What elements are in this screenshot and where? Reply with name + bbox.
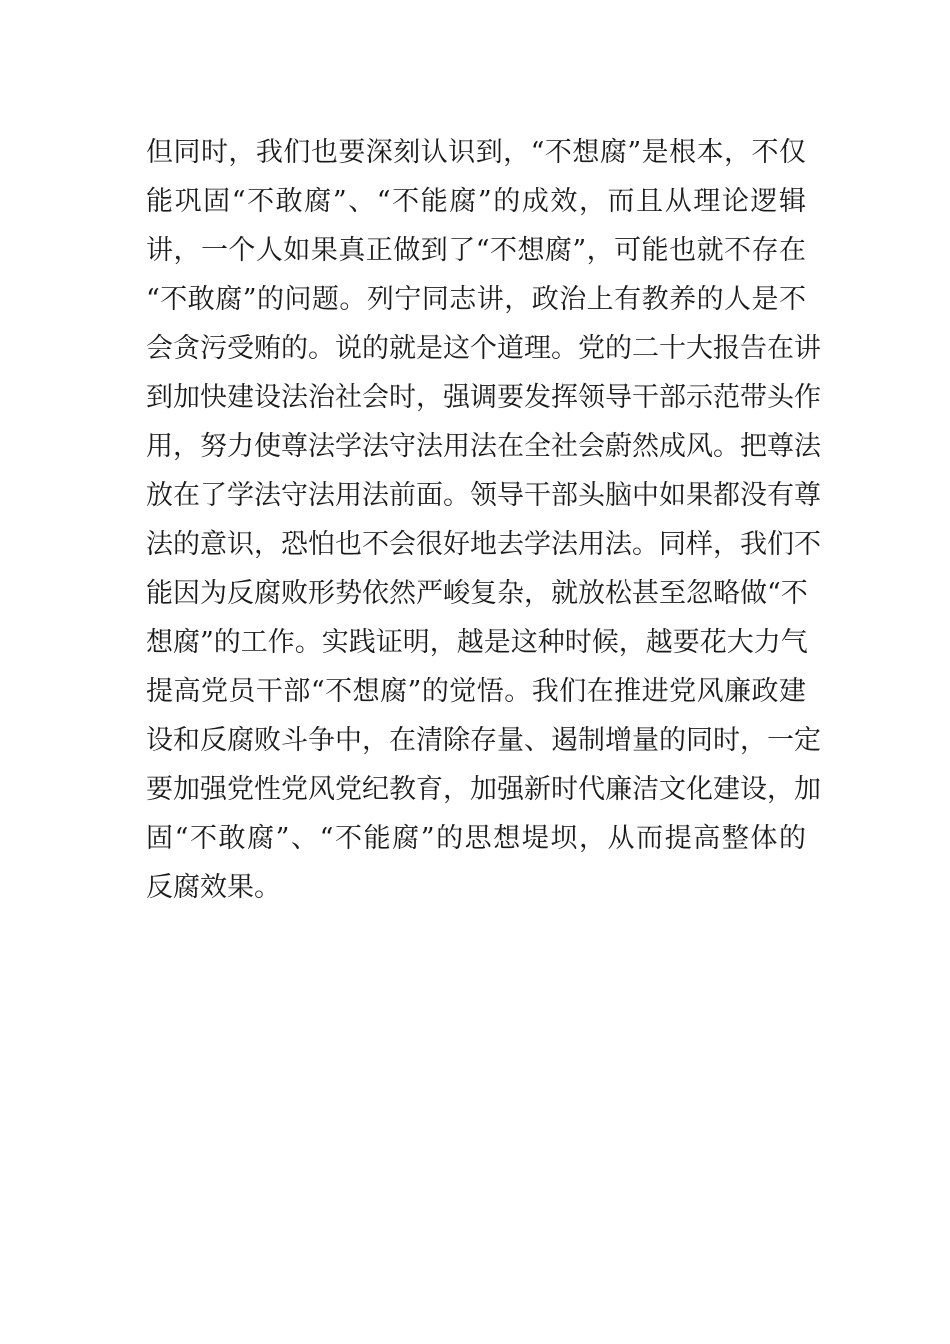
paragraph-line: 想腐”的工作。实践证明，越是这种时候，越要花大力气 xyxy=(146,627,808,658)
paragraph-line: 用，努力使尊法学法守法用法在全社会蔚然成风。把尊法 xyxy=(146,431,821,462)
paragraph-line: 放在了学法守法用法前面。领导干部头脑中如果都没有尊 xyxy=(146,480,821,511)
paragraph-line: 设和反腐败斗争中，在清除存量、遏制增量的同时，一定 xyxy=(146,725,821,756)
paragraph-line: 能巩固“不敢腐”、“不能腐”的成效，而且从理论逻辑 xyxy=(146,186,806,217)
paragraph-line: 固“不敢腐”、“不能腐”的思想堤坝，从而提高整体的 xyxy=(146,823,806,854)
paragraph-line: 要加强党性党风党纪教育，加强新时代廉洁文化建设，加 xyxy=(146,774,821,805)
paragraph-line: 到加快建设法治社会时，强调要发挥领导干部示范带头作 xyxy=(146,382,821,413)
paragraph-line: 提高党员干部“不想腐”的觉悟。我们在推进党风廉政建 xyxy=(146,676,806,707)
paragraph-line: 法的意识，恐怕也不会很好地去学法用法。同样，我们不 xyxy=(146,529,821,560)
paragraph-line: “不敢腐”的问题。列宁同志讲，政治上有教养的人是不 xyxy=(146,284,806,315)
paragraph-line: 会贪污受贿的。说的就是这个道理。党的二十大报告在讲 xyxy=(146,333,821,364)
paragraph-line: 讲，一个人如果真正做到了“不想腐”，可能也就不存在 xyxy=(146,235,806,266)
paragraph-line: 能因为反腐败形势依然严峻复杂，就放松甚至忽略做“不 xyxy=(146,578,808,609)
paragraph-line: 但同时，我们也要深刻认识到，“不想腐”是根本，不仅 xyxy=(146,137,806,168)
paragraph-line: 反腐效果。 xyxy=(146,872,281,903)
body-paragraph xyxy=(146,128,821,912)
